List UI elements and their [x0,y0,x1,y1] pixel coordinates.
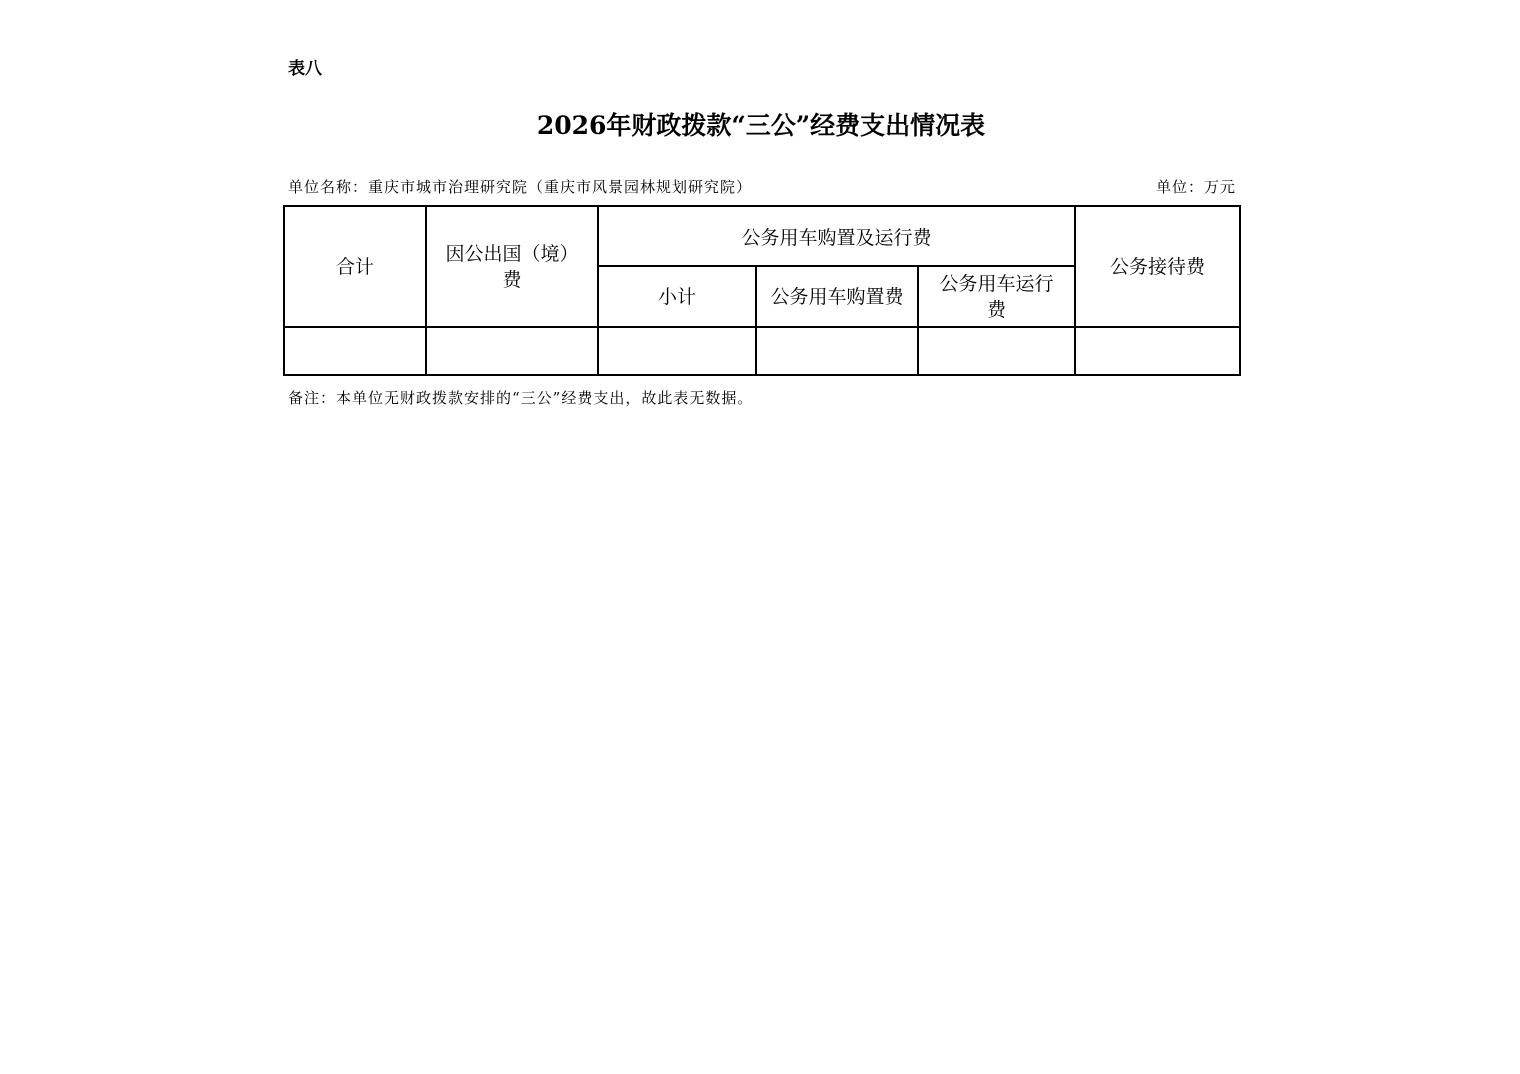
table-row [284,327,1240,375]
cell-vehicle-purchase [756,327,918,375]
cell-total [284,327,426,375]
header-total: 合计 [284,206,426,327]
header-row-1 [284,206,1240,266]
header-vehicle-purchase: 公务用车购置费 [756,266,918,327]
unit-label: 单位：万元 [1155,178,1236,196]
header-reception: 公务接待费 [1075,206,1240,327]
header-overseas: 因公出国（境）费 [426,206,598,327]
expense-table [283,205,1241,376]
header-vehicle-group: 公务用车购置及运行费 [598,206,1075,266]
table-number: 表八 [288,59,322,79]
cell-reception [1075,327,1240,375]
cell-vehicle-operation [918,327,1075,375]
cell-overseas [426,327,598,375]
footnote: 备注：本单位无财政拨款安排的“三公”经费支出，故此表无数据。 [288,389,754,407]
page-title: 2026年财政拨款“三公”经费支出情况表 [536,111,986,140]
header-subtotal: 小计 [598,266,756,327]
cell-subtotal [598,327,756,375]
meta-row [288,176,1236,197]
org-name-label: 单位名称：重庆市城市治理研究院（重庆市风景园林规划研究院） [288,178,753,196]
header-vehicle-operation: 公务用车运行费 [918,266,1075,327]
